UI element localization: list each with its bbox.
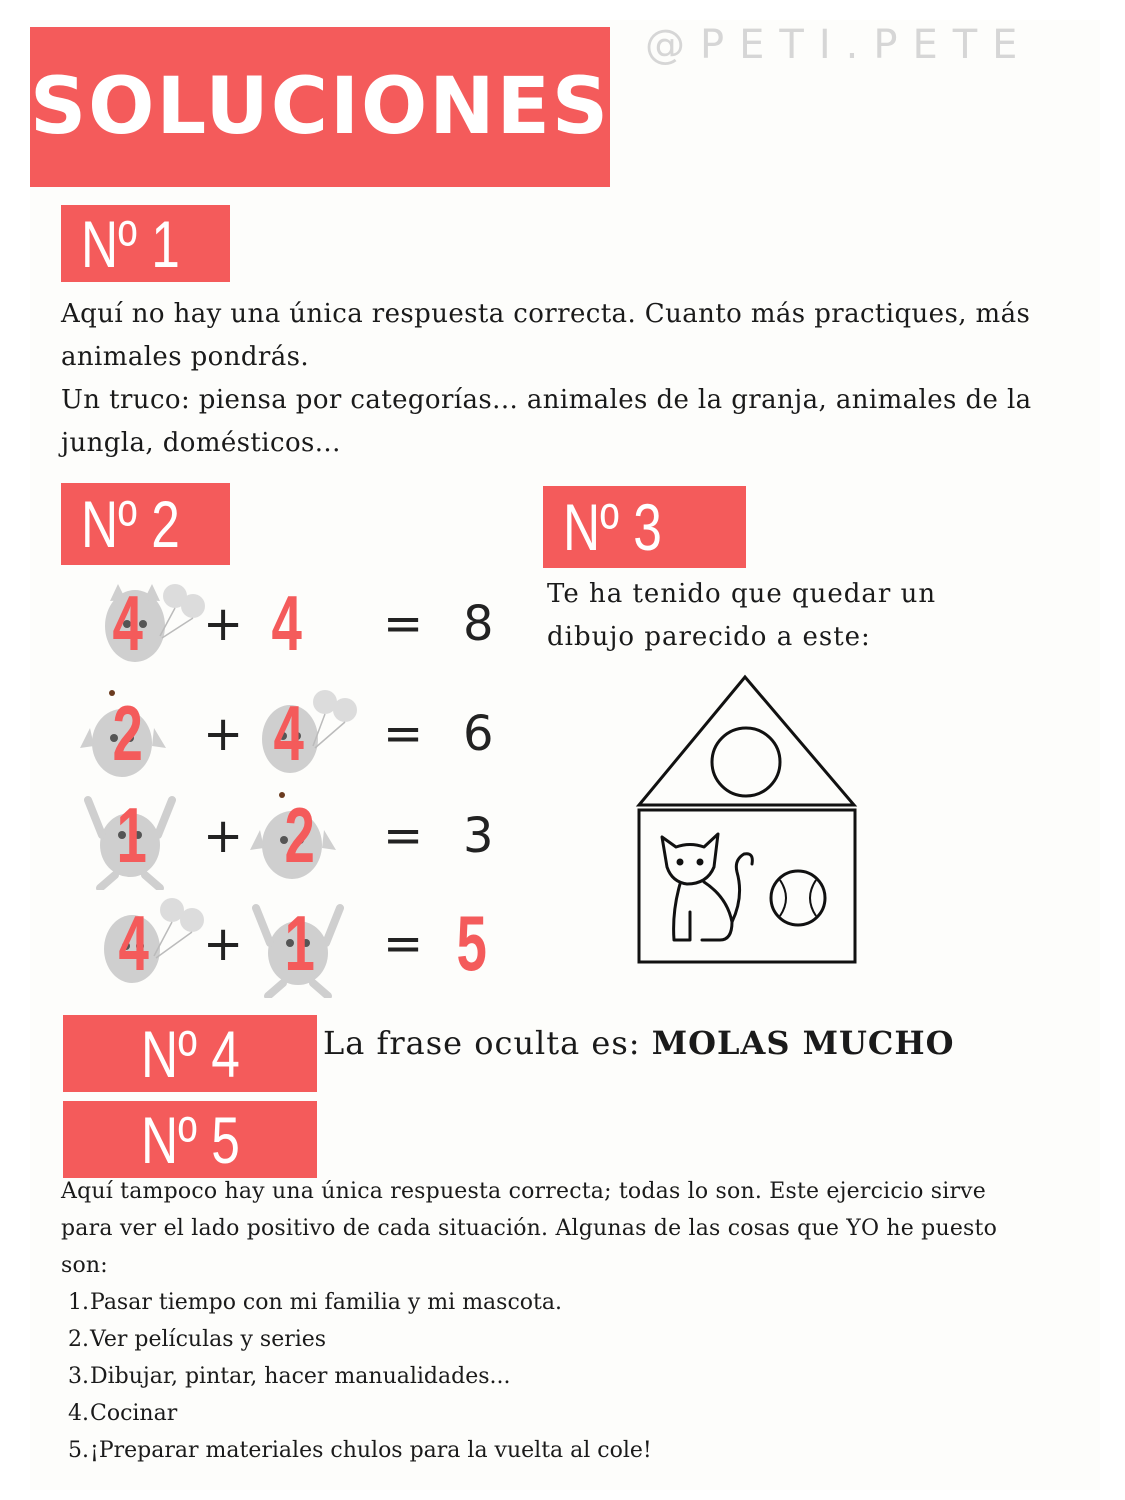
hidden-phrase: [323, 1022, 954, 1065]
section-3-line: dibujo parecido a este:: [547, 622, 871, 652]
monster-balloon-icon: [90, 576, 220, 671]
answer-list: [68, 1284, 652, 1469]
list-number: 5.: [68, 1438, 89, 1463]
monster-balloon-icon: [255, 684, 365, 779]
plus-sign: +: [203, 808, 244, 864]
equation-row: [70, 578, 520, 678]
author-handle: @PETI.PETE: [645, 22, 1033, 68]
list-item-text: Dibujar, pintar, hacer manualidades...: [90, 1364, 511, 1389]
section-1-tag-label: Nº 1: [81, 206, 180, 281]
section-4-tag-label: Nº 4: [140, 1016, 240, 1091]
section-1-line: Aquí no hay una única respuesta correcta. Cuanto más practiques, más: [61, 299, 1031, 329]
list-item-text: Cocinar: [90, 1401, 178, 1426]
section-2-tag-label: Nº 2: [81, 487, 180, 561]
list-number: 2.: [68, 1327, 89, 1352]
equation-row: [70, 790, 520, 890]
monster-balloon-icon: [92, 894, 212, 989]
section-1-line: Un truco: piensa por categorías... animales de la granja, animales de la: [61, 385, 1032, 415]
section-5-line: son:: [61, 1253, 108, 1278]
equation-b: 1: [284, 899, 315, 987]
equation-a: 1: [116, 791, 147, 879]
hidden-phrase-answer: MOLAS MUCHO: [651, 1024, 955, 1062]
equals-sign: =: [383, 706, 424, 762]
list-item-text: Ver películas y series: [90, 1327, 327, 1352]
list-number: 4.: [68, 1401, 89, 1426]
section-1-line: animales pondrás.: [61, 342, 310, 372]
section-5-line: para ver el lado positivo de cada situación. Algunas de las cosas que YO he puesto: [61, 1216, 998, 1241]
section-1-line: jungla, domésticos...: [61, 428, 341, 458]
plus-sign: +: [203, 706, 244, 762]
equation-a: 4: [112, 579, 143, 667]
equation-a: 4: [118, 899, 149, 987]
list-item: [68, 1284, 652, 1321]
plus-sign: +: [203, 596, 244, 652]
equation-b: 4: [273, 689, 304, 777]
list-item: [68, 1321, 652, 1358]
section-3-tag-label: Nº 3: [563, 490, 662, 564]
list-item: [68, 1395, 652, 1432]
section-3-tag: [543, 486, 746, 568]
equation-result: 8: [463, 596, 494, 652]
equation-a: 2: [112, 689, 143, 777]
list-number: 3.: [68, 1364, 89, 1389]
equation-row: [70, 898, 520, 998]
section-1-tag: [61, 205, 230, 282]
list-number: 1.: [68, 1290, 89, 1315]
list-item: [68, 1358, 652, 1395]
section-3-line: Te ha tenido que quedar un: [547, 579, 937, 609]
section-1-text: [61, 293, 1032, 465]
section-5-tag-label: Nº 5: [140, 1102, 240, 1177]
equation-b: 4: [271, 579, 302, 667]
equation-result: 3: [463, 808, 494, 864]
equals-sign: =: [383, 596, 424, 652]
list-item: [68, 1432, 652, 1469]
equation-result: 5: [456, 899, 487, 987]
hidden-phrase-label: La frase oculta es:: [323, 1024, 652, 1062]
page-title: SOLUCIONES: [29, 62, 611, 152]
equation-row: [70, 688, 520, 788]
section-5-text: [61, 1173, 997, 1284]
equation-b: 2: [284, 791, 315, 879]
section-5-line: Aquí tampoco hay una única respuesta correcta; todas lo son. Este ejercicio sirve: [61, 1179, 987, 1204]
equation-result: 6: [463, 706, 494, 762]
plus-sign: +: [203, 916, 244, 972]
section-5-tag: [63, 1101, 317, 1178]
list-item-text: Pasar tiempo con mi familia y mi mascota.: [90, 1290, 562, 1315]
section-2-tag: [61, 483, 230, 565]
section-3-text: [547, 573, 936, 659]
equals-sign: =: [383, 916, 424, 972]
equals-sign: =: [383, 808, 424, 864]
list-item-text: ¡Preparar materiales chulos para la vuelta al cole!: [90, 1438, 652, 1463]
house-drawing-icon: [632, 672, 862, 967]
title-banner: [30, 27, 610, 187]
section-4-tag: [63, 1015, 317, 1092]
